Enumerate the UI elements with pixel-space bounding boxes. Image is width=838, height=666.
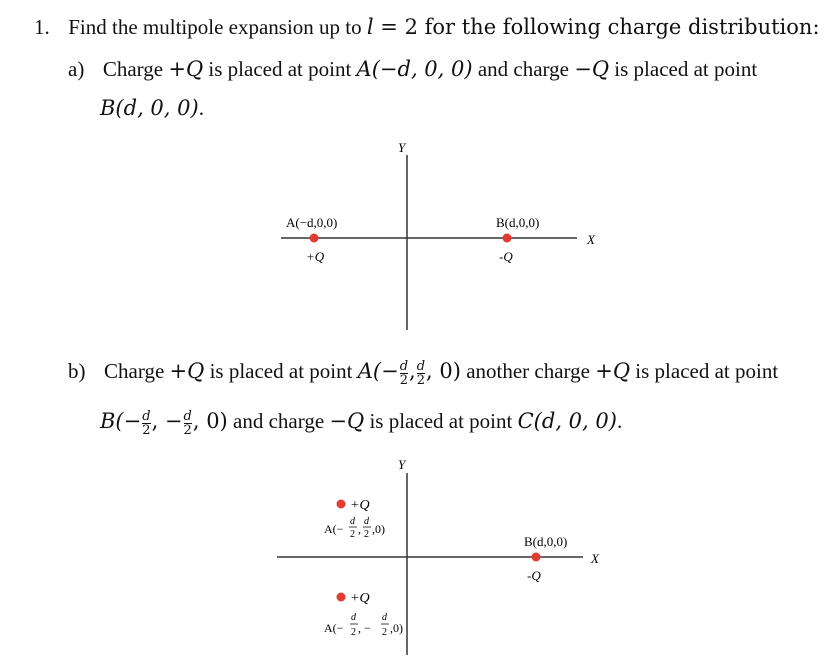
part-b-text: and charge [227,409,330,433]
part-b-text: is placed at point [364,409,518,433]
part-a-text: is placed at point [203,57,357,81]
frac-den: 2 [364,529,369,540]
fraction-numerator: d [399,358,409,374]
part-b-text: is placed at point [204,359,358,383]
diagram-b-point-a-charge: +Q [350,498,370,513]
diagram-a-point-a-charge: +Q [306,249,325,264]
diagram-b-x-label: X [591,551,599,566]
point-a-close: , 0) [426,359,461,383]
charge-minus-q: −Q [574,57,610,81]
diagram-b-y-label: Y [398,457,406,472]
fraction-denominator: 2 [183,422,192,438]
frac-den: 2 [351,627,356,638]
charge-plus-q: +Q [168,57,204,81]
diagram-b-point-c-label: B(d,0,0) [524,534,568,549]
diagram-a-x-label: X [587,232,595,247]
charge-dot-b [337,593,346,602]
frac-comma: , [358,522,361,536]
diagram-b-point-b-charge: +Q [350,591,370,606]
frac-den: 2 [350,529,355,540]
diagram-a-point-b-charge: -Q [499,249,513,264]
fraction-numerator: d [142,408,151,424]
l-variable: l [366,15,374,39]
point-b-close: , 0) [192,409,228,433]
part-a-text: Charge [102,57,169,81]
diagram-b-point-a-prefix: A(− [324,522,344,536]
charge-plus-q-2: +Q [595,359,631,383]
part-b-text: . [616,409,623,433]
frac-num: d [382,612,387,623]
part-b-text: is placed at point [630,359,779,383]
point-a-open: A(− [357,359,399,383]
fraction-denominator: 2 [142,422,151,438]
frac-num: d [364,516,369,527]
fraction-denominator: 2 [399,372,408,388]
point-b-mid: , − [151,409,183,433]
diagram-a-point-b-label: B(d,0,0) [496,215,540,230]
frac-den: 2 [382,627,387,638]
part-a-label: a) [68,57,85,81]
diagram-b-point-b-mid: , − [358,621,371,635]
fraction-numerator: d [183,408,192,424]
comma: , [409,359,416,383]
diagram-a-point-a-label: A(−d,0,0) [286,215,338,230]
point-c-coordinates: C(d, 0, 0) [517,409,617,433]
part-a-text: . [198,96,204,120]
l-equation: = 2 for the following charge distribution: [373,15,820,39]
fraction-denominator: 2 [416,372,425,388]
problem-number: 1. [34,15,50,39]
frac-num: d [350,516,355,527]
part-b-text: Charge [104,359,170,383]
part-a-text: is placed at point [609,57,758,81]
charge-minus-q: −Q [329,409,365,433]
point-b-open: B(− [100,409,142,433]
frac-num: d [351,612,356,623]
problem-text: Find the multipole expansion up to [68,15,362,39]
charge-plus-q: +Q [169,359,205,383]
diagram-a-y-label: Y [398,140,406,155]
diagram-b-point-a-suffix: ,0) [372,522,385,536]
diagram-b-point-b-prefix: A(− [324,621,344,635]
fraction-numerator: d [416,358,426,374]
diagram-b-point-c-charge: -Q [527,568,541,583]
part-a-text: and charge [472,57,575,81]
point-b-coordinates: B(d, 0, 0) [100,96,199,120]
point-a-coordinates: A(−d, 0, 0) [356,57,473,81]
charge-dot-a [337,500,346,509]
charge-dot-c [532,553,541,562]
part-b-text: another charge [460,359,596,383]
part-b-label: b) [68,359,86,383]
diagram-b-point-b-suffix: ,0) [390,621,403,635]
